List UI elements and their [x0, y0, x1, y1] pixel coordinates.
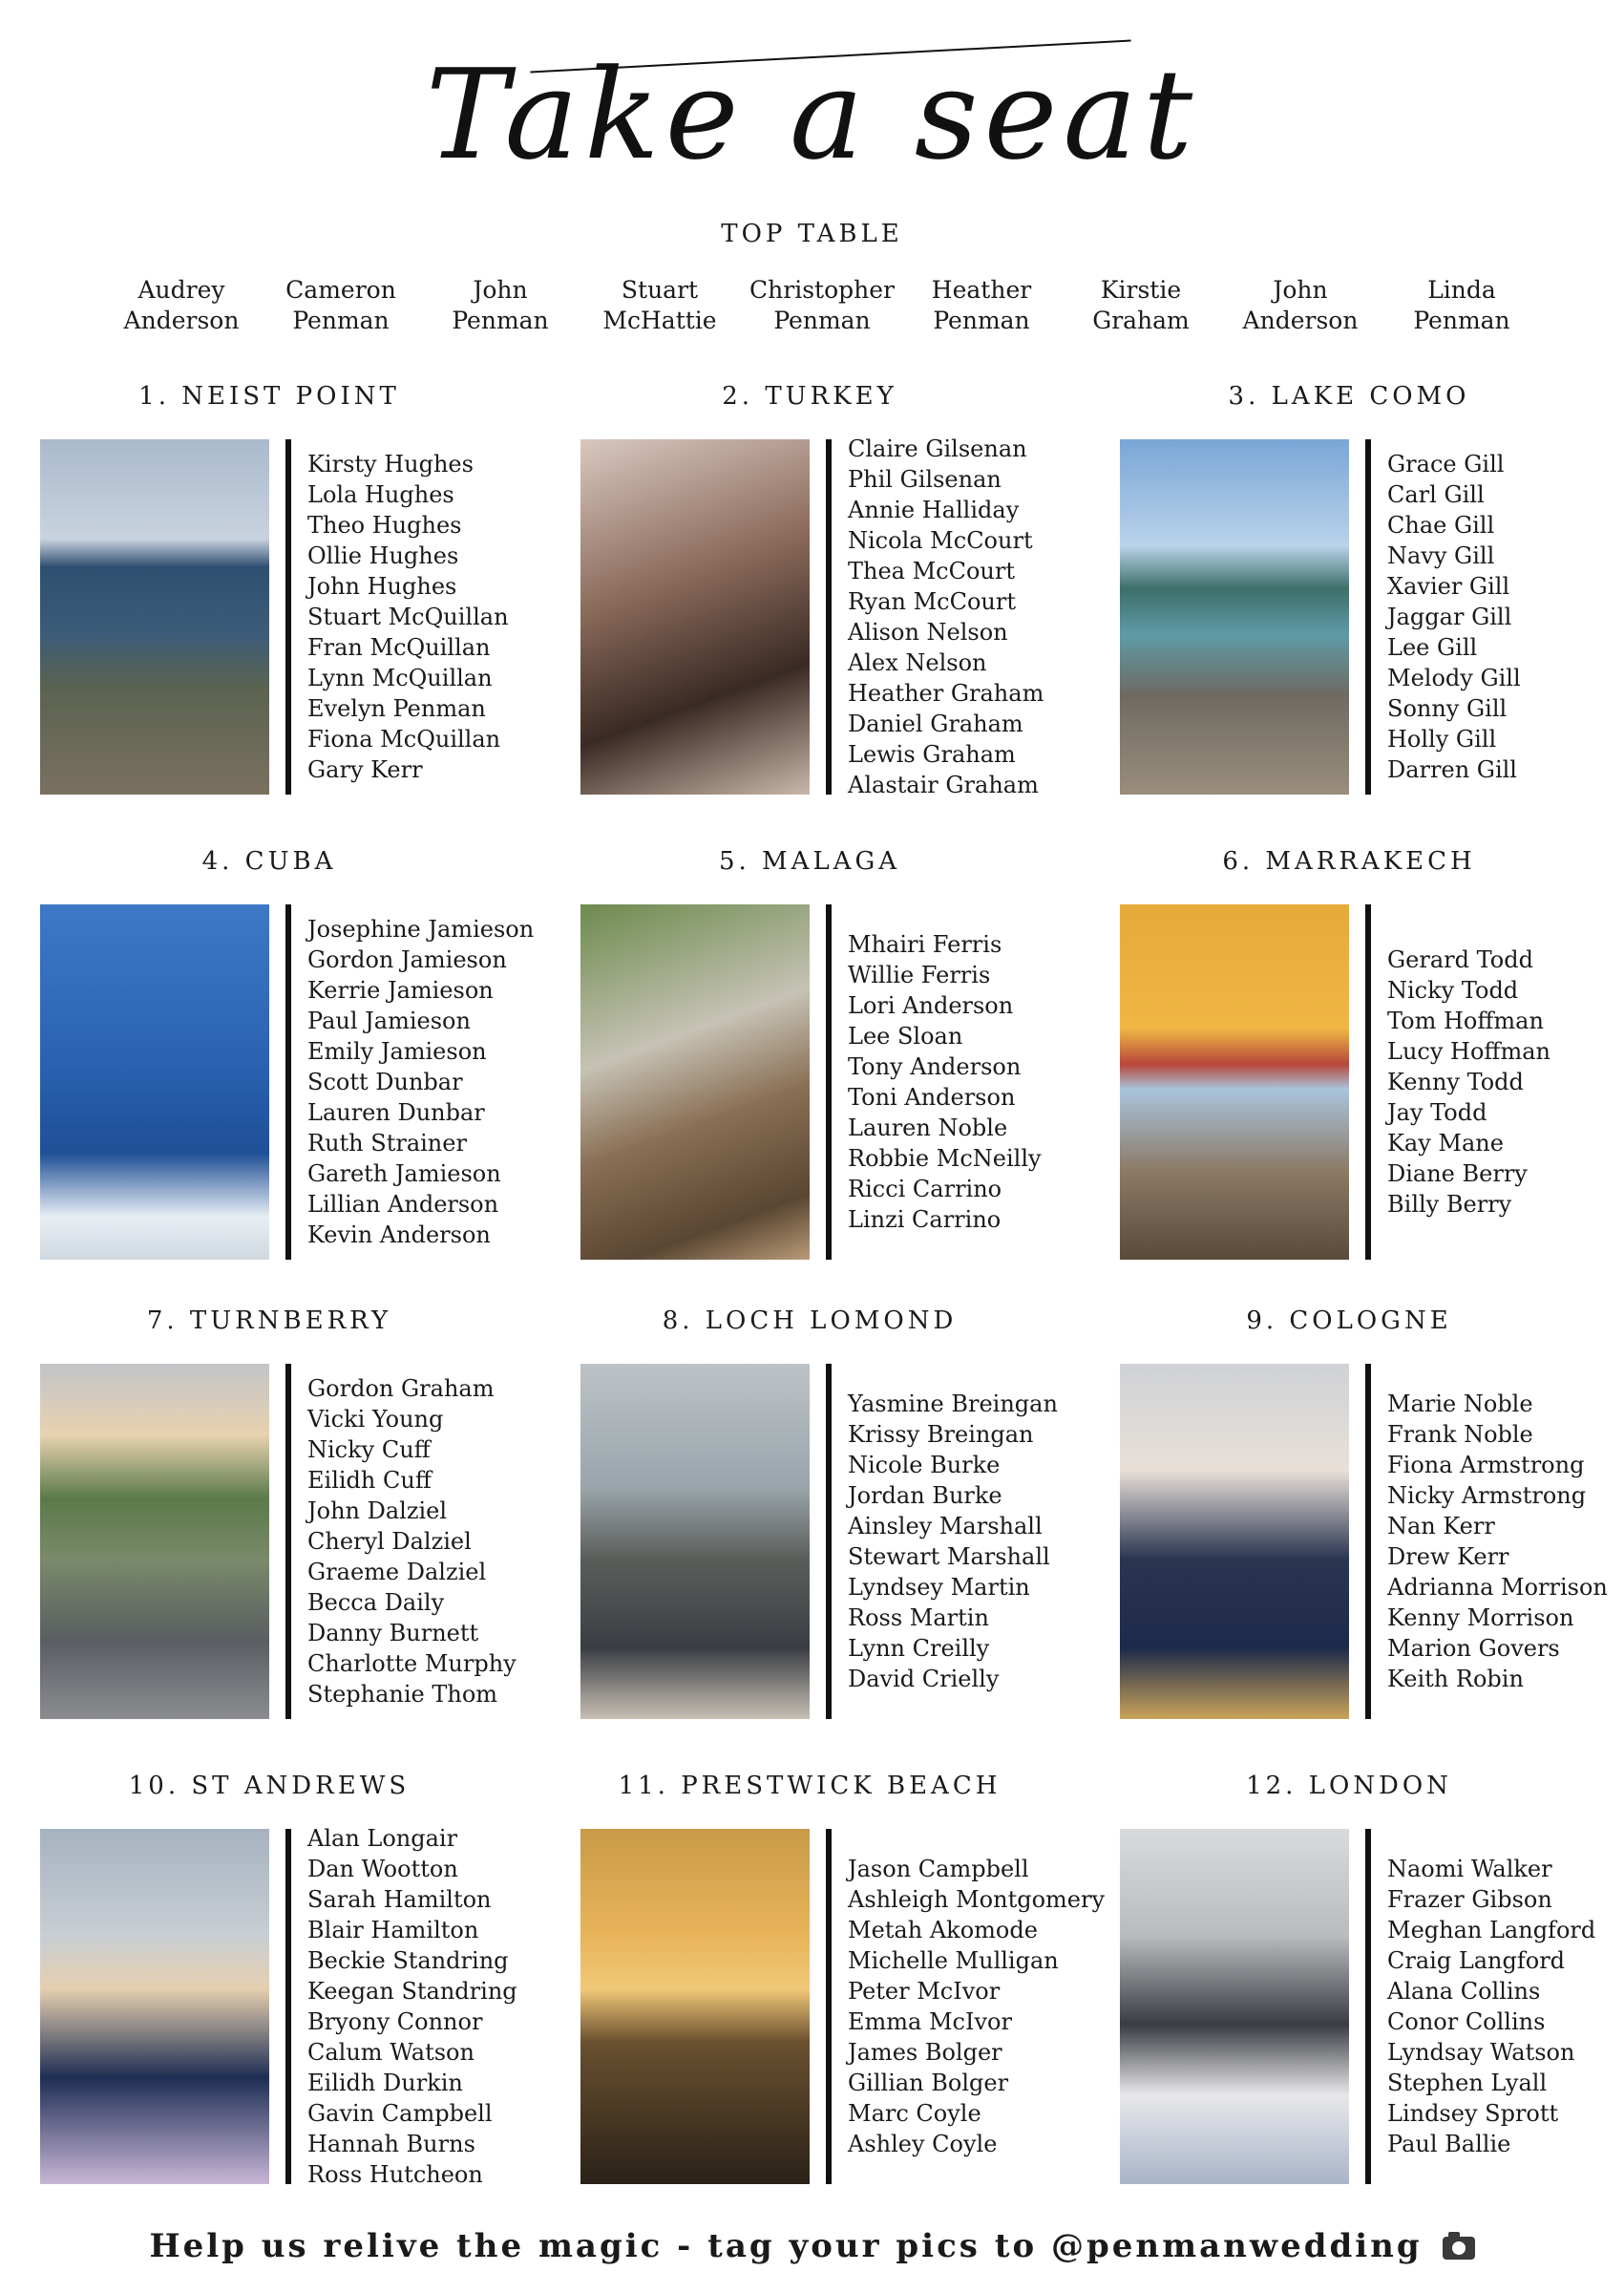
guest-name: Keegan Standring [307, 1978, 517, 2005]
guest-name: Jordan Burke [848, 1482, 1002, 1509]
guest-name: Beckie Standring [307, 1947, 509, 1974]
guest-name: Tony Anderson [848, 1053, 1022, 1080]
table-name: 1. NEIST POINT [138, 382, 400, 411]
guest-name: Fiona McQuillan [307, 726, 501, 753]
table-photo [40, 904, 269, 1260]
guest-name: Lee Sloan [848, 1023, 963, 1050]
guest-name: Jaggar Gill [1387, 604, 1512, 630]
guest-name: Frank Noble [1387, 1421, 1533, 1448]
table-photo [40, 439, 269, 795]
table-name: 8. LOCH LOMOND [662, 1306, 958, 1335]
guest-name: Melody Gill [1387, 665, 1521, 691]
guest-name: Thea McCourt [848, 558, 1016, 584]
divider [1365, 439, 1371, 795]
guest-name: Stuart McQuillan [307, 604, 509, 630]
guest-list [307, 1373, 565, 1709]
guest-name: Lauren Dunbar [307, 1099, 485, 1126]
table-photo [40, 1829, 269, 2184]
guest-name: Alan Longair [307, 1825, 458, 1852]
guest-list [848, 434, 1106, 800]
guest-name: Phil Gilsenan [848, 466, 1002, 493]
guest-name: Danny Burnett [307, 1620, 479, 1646]
guest-name: Carl Gill [1387, 481, 1485, 508]
guest-name: Holly Gill [1387, 726, 1497, 753]
table-name: 2. TURKEY [722, 382, 897, 411]
guest-name: Fran McQuillan [307, 634, 491, 661]
guest-name: Tom Hoffman [1387, 1008, 1544, 1034]
table-name: 12. LONDON [1246, 1772, 1452, 1800]
guest-name: Alison Nelson [848, 619, 1008, 646]
guest-name: Dan Wootton [307, 1856, 458, 1882]
divider [285, 1364, 291, 1719]
guest-name: Gareth Jamieson [307, 1160, 501, 1187]
guest-name: Alex Nelson [848, 649, 987, 676]
table-photo [1120, 904, 1349, 1260]
table-photo [1120, 1364, 1349, 1719]
divider [826, 904, 832, 1260]
guest-name: Conor Collins [1387, 2008, 1546, 2035]
guest-name: John Dalziel [307, 1497, 448, 1524]
guest-name: Nicky Cuff [307, 1436, 431, 1463]
guest-name: Adrianna Morrison [1387, 1574, 1608, 1601]
table-name: 7. TURNBERRY [146, 1306, 392, 1335]
guest-name: Lillian Anderson [307, 1191, 499, 1218]
guest-list [848, 1854, 1106, 2159]
guest-name: Paul Ballie [1387, 2131, 1511, 2157]
guest-name: Gordon Graham [307, 1375, 495, 1402]
guest-name: Nicky Armstrong [1387, 1482, 1587, 1509]
footer-text: Help us relive the magic - tag your pics to @penmanwedding [149, 2227, 1423, 2265]
table-photo [1120, 1829, 1349, 2184]
table-photo [580, 1829, 810, 2184]
table-name: 6. MARRAKECH [1222, 847, 1476, 876]
guest-name: Lynn McQuillan [307, 665, 493, 691]
guest-name: Meghan Langford [1387, 1917, 1596, 1943]
guest-name: Eilidh Cuff [307, 1467, 432, 1494]
divider [1365, 1364, 1371, 1719]
guest-name: Lee Gill [1387, 634, 1478, 661]
guest-name: Paul Jamieson [307, 1008, 471, 1034]
guest-name: Kenny Todd [1387, 1069, 1524, 1095]
guest-name: Heather Graham [848, 680, 1044, 707]
guest-name: Stephanie Thom [307, 1681, 498, 1708]
guest-name: Toni Anderson [848, 1084, 1016, 1111]
guest-name: Nicola McCourt [848, 527, 1033, 554]
guest-list [848, 1389, 1106, 1694]
guest-name: Gillian Bolger [848, 2070, 1009, 2096]
guest-name: Annie Halliday [848, 497, 1020, 523]
guest-name: Lori Anderson [848, 992, 1014, 1019]
guest-name: Theo Hughes [307, 512, 462, 539]
guest-name: Frazer Gibson [1387, 1886, 1552, 1913]
guest-name: Lynn Creilly [848, 1635, 990, 1662]
guest-name: Keith Robin [1387, 1666, 1524, 1692]
table-name: 5. MALAGA [718, 847, 901, 876]
guest-name: Xavier Gill [1387, 573, 1510, 600]
guest-name: Lyndsey Martin [848, 1574, 1030, 1601]
guest-name: Nan Kerr [1387, 1513, 1495, 1539]
guest-name: Emily Jamieson [307, 1038, 487, 1065]
guest-name: Billy Berry [1387, 1191, 1512, 1218]
table-name: 4. CUBA [201, 847, 337, 876]
guest-list [1387, 945, 1624, 1220]
top-table-guest: Audrey Anderson [123, 276, 240, 334]
guest-name: Vicki Young [307, 1406, 444, 1433]
top-table-guest: John Penman [452, 276, 549, 334]
guest-name: Claire Gilsenan [848, 435, 1027, 462]
divider [285, 439, 291, 795]
guest-name: Marie Noble [1387, 1391, 1533, 1417]
guest-name: Daniel Graham [848, 711, 1023, 737]
guest-name: Ollie Hughes [307, 542, 459, 569]
guest-name: Mhairi Ferris [848, 931, 1002, 958]
divider [285, 904, 291, 1260]
guest-name: Gavin Campbell [307, 2100, 493, 2127]
guest-name: Lewis Graham [848, 741, 1016, 768]
guest-list [1387, 449, 1624, 785]
guest-name: Ross Hutcheon [307, 2161, 483, 2188]
guest-name: Craig Langford [1387, 1947, 1566, 1974]
guest-name: Ryan McCourt [848, 588, 1017, 615]
guest-name: Kevin Anderson [307, 1221, 491, 1248]
table-photo [1120, 439, 1349, 795]
guest-name: Nicole Burke [848, 1452, 1001, 1478]
guest-list [1387, 1854, 1624, 2159]
table-name: 11. PRESTWICK BEACH [618, 1772, 1002, 1800]
guest-name: Calum Watson [307, 2039, 475, 2066]
guest-name: Marc Coyle [848, 2100, 981, 2127]
guest-name: Linzi Carrino [848, 1206, 1002, 1233]
guest-name: Charlotte Murphy [307, 1650, 517, 1677]
page-title: Take a seat [425, 42, 1199, 187]
guest-name: Krissy Breingan [848, 1421, 1034, 1448]
guest-name: Ruth Strainer [307, 1130, 467, 1157]
guest-name: Lucy Hoffman [1387, 1038, 1550, 1065]
top-table-guest: Stuart McHattie [602, 276, 717, 334]
table-photo [580, 904, 810, 1260]
guest-name: Gerard Todd [1387, 946, 1533, 973]
guest-name: Jason Campbell [848, 1856, 1029, 1882]
guest-name: Stephen Lyall [1387, 2070, 1548, 2096]
guest-name: Hannah Burns [307, 2131, 475, 2157]
guest-list [307, 449, 565, 785]
divider [1365, 904, 1371, 1260]
guest-name: Willie Ferris [848, 962, 991, 988]
divider [826, 1829, 832, 2184]
guest-list [307, 1823, 565, 2190]
guest-name: Emma McIvor [848, 2008, 1012, 2035]
divider [1365, 1829, 1371, 2184]
guest-name: Michelle Mulligan [848, 1947, 1059, 1974]
guest-name: John Hughes [307, 573, 457, 600]
guest-name: James Bolger [848, 2039, 1002, 2066]
guest-name: Jay Todd [1387, 1099, 1487, 1126]
guest-list [848, 929, 1106, 1235]
guest-name: Alana Collins [1387, 1978, 1541, 2005]
top-table-guest: Linda Penman [1413, 276, 1510, 334]
guest-name: Ashleigh Montgomery [848, 1886, 1106, 1913]
table-photo [580, 1364, 810, 1719]
guest-name: Robbie McNeilly [848, 1145, 1042, 1172]
guest-name: Graeme Dalziel [307, 1559, 487, 1585]
guest-name: Diane Berry [1387, 1160, 1528, 1187]
guest-name: Lauren Noble [848, 1115, 1008, 1141]
guest-name: Nicky Todd [1387, 977, 1519, 1004]
guest-name: Lindsey Sprott [1387, 2100, 1559, 2127]
divider [826, 1364, 832, 1719]
guest-name: Lyndsay Watson [1387, 2039, 1575, 2066]
guest-name: Kenny Morrison [1387, 1604, 1574, 1631]
guest-name: Navy Gill [1387, 542, 1495, 569]
guest-name: Darren Gill [1387, 756, 1517, 783]
divider [285, 1829, 291, 2184]
table-photo [580, 439, 810, 795]
guest-name: Sarah Hamilton [307, 1886, 492, 1913]
guest-name: Lola Hughes [307, 481, 454, 508]
guest-name: Stewart Marshall [848, 1543, 1050, 1570]
table-name: 10. ST ANDREWS [128, 1772, 411, 1800]
table-photo [40, 1364, 269, 1719]
guest-list [307, 914, 565, 1250]
guest-name: Eilidh Durkin [307, 2070, 463, 2096]
guest-name: Ashley Coyle [848, 2131, 998, 2157]
guest-name: Naomi Walker [1387, 1856, 1552, 1882]
guest-name: Grace Gill [1387, 451, 1505, 478]
guest-name: Gary Kerr [307, 756, 423, 783]
guest-name: Metah Akomode [848, 1917, 1038, 1943]
guest-name: Fiona Armstrong [1387, 1452, 1585, 1478]
top-table-guest: Kirstie Graham [1092, 276, 1190, 334]
top-table-guest: John Anderson [1242, 276, 1359, 334]
table-name: 9. COLOGNE [1246, 1306, 1452, 1335]
top-table-guest: Heather Penman [931, 276, 1032, 334]
guest-name: Kirsty Hughes [307, 451, 474, 478]
top-table-guest: Christopher Penman [749, 276, 895, 334]
top-table-heading: TOP TABLE [721, 220, 903, 248]
guest-name: Kerrie Jamieson [307, 977, 494, 1004]
guest-name: Ross Martin [848, 1604, 989, 1631]
guest-name: David Crielly [848, 1666, 1000, 1692]
guest-name: Drew Kerr [1387, 1543, 1509, 1570]
guest-name: Evelyn Penman [307, 695, 486, 722]
guest-name: Sonny Gill [1387, 695, 1508, 722]
guest-name: Cheryl Dalziel [307, 1528, 472, 1555]
guest-name: Alastair Graham [848, 772, 1039, 798]
guest-name: Blair Hamilton [307, 1917, 479, 1943]
camera-icon [1443, 2237, 1475, 2260]
guest-name: Peter McIvor [848, 1978, 1001, 2005]
guest-name: Bryony Connor [307, 2008, 483, 2035]
top-table-guest: Cameron Penman [285, 276, 396, 334]
guest-name: Gordon Jamieson [307, 946, 507, 973]
table-name: 3. LAKE COMO [1228, 382, 1470, 411]
guest-name: Kay Mane [1387, 1130, 1504, 1157]
footer [0, 2227, 1624, 2265]
guest-name: Josephine Jamieson [307, 916, 535, 943]
guest-name: Scott Dunbar [307, 1069, 463, 1095]
guest-name: Chae Gill [1387, 512, 1495, 539]
guest-name: Ainsley Marshall [848, 1513, 1043, 1539]
guest-name: Ricci Carrino [848, 1176, 1002, 1202]
guest-name: Becca Daily [307, 1589, 445, 1616]
guest-name: Marion Govers [1387, 1635, 1560, 1662]
guest-name: Yasmine Breingan [848, 1391, 1058, 1417]
guest-list [1387, 1389, 1624, 1694]
divider [826, 439, 832, 795]
